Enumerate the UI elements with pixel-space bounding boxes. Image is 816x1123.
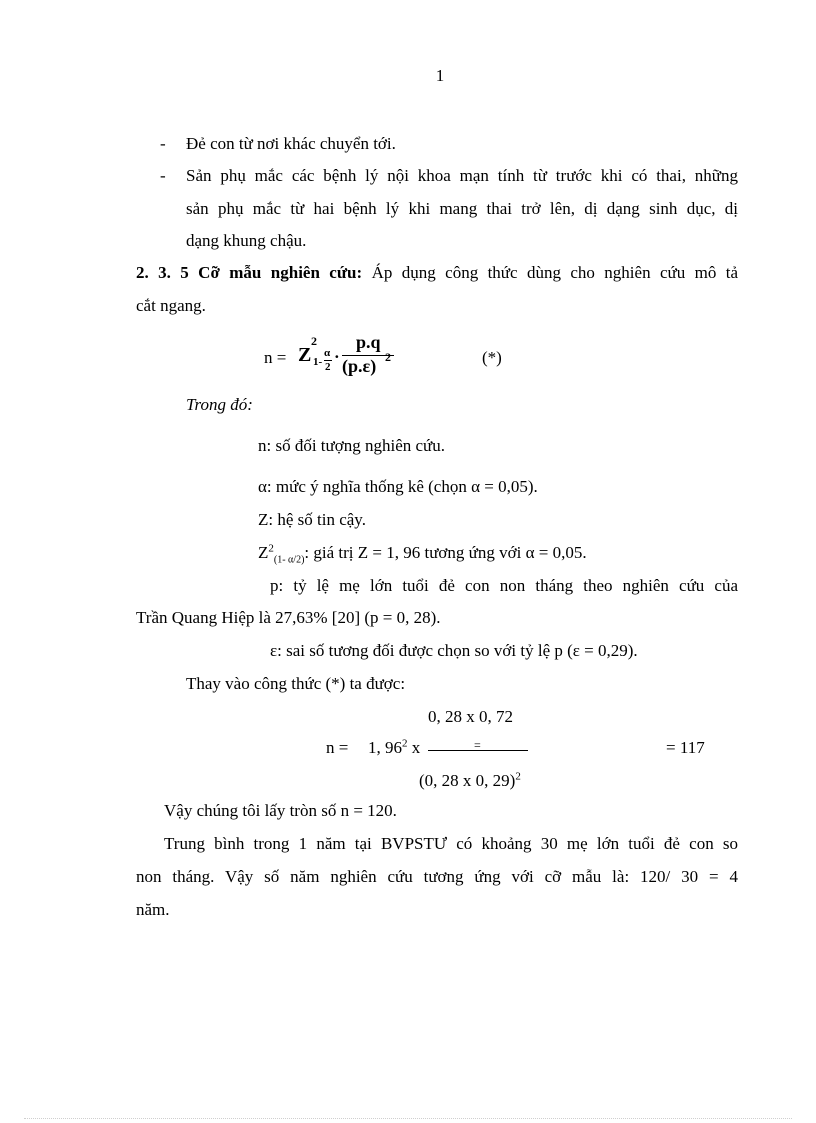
definition-epsilon: ε: sai số tương đối được chọn so với tỷ lệ p (ε = 0,29). <box>270 641 638 660</box>
calc-result: = 117 <box>666 738 705 757</box>
section-text: Áp dụng công thức dùng cho nghiên cứu mô tả <box>371 263 738 282</box>
final-paragraph-line: năm. <box>136 900 170 919</box>
calc-coef-sup: 2 <box>402 737 408 750</box>
bullet-dash: - <box>160 166 166 185</box>
final-paragraph-line: non tháng. Vậy số năm nghiên cứu tương ứng với cỡ mẫu là: 120/ 30 = 4 <box>136 867 738 886</box>
definition-n: n: số đối tượng nghiên cứu. <box>258 436 446 455</box>
substitute-text: Thay vào công thức (*) ta được: <box>186 674 406 693</box>
z2-sub: (1- α/2) <box>273 554 305 566</box>
round-text: Vậy chúng tôi lấy tròn số n = 120. <box>164 801 397 820</box>
text-line: Sản phụ mắc các bệnh lý nội khoa mạn tính từ trước khi có thai, những <box>186 166 738 185</box>
formula-z-sub: 1- <box>313 356 323 368</box>
calc-times: x <box>411 738 421 757</box>
z2-text: : giá trị Z = 1, 96 tương ứng với α = 0,05. <box>304 543 587 562</box>
calc-coef <box>368 738 420 758</box>
definition-p-cont: Trần Quang Hiệp là 27,63% [20] (p = 0, 28). <box>136 608 441 627</box>
definition-alpha: α: mức ý nghĩa thống kê (chọn α = 0,05). <box>258 477 538 496</box>
definition-p: p: tỷ lệ mẹ lớn tuổi đẻ con non tháng theo nghiên cứu của <box>270 576 738 595</box>
formula-alpha: α <box>324 347 331 359</box>
bullet-text: dạng khung chậu. <box>186 231 307 250</box>
section-text-cont: cắt ngang. <box>136 296 206 315</box>
formula-label: (*) <box>482 348 502 367</box>
formula-den-sup: 2 <box>385 350 391 364</box>
formula-z-sup: 2 <box>311 334 317 348</box>
final-paragraph-line: Trung bình trong 1 năm tại BVPSTƯ có khoảng 30 mẹ lớn tuổi đẻ con so <box>164 834 738 853</box>
calc-den-sup: 2 <box>515 770 521 783</box>
section-paragraph <box>136 263 738 283</box>
calc-denominator <box>419 771 521 791</box>
bullet-dash: - <box>160 134 166 153</box>
z2-base: Z <box>258 543 269 562</box>
formula-denominator: (p.ε) <box>342 356 377 376</box>
calc-coef-value: 1, 96 <box>368 738 402 757</box>
z2-sup: 2 <box>268 542 274 555</box>
formula-numerator: p.q <box>356 332 381 352</box>
definition-z2 <box>258 543 587 565</box>
formula-dot: · <box>334 347 340 366</box>
bullet-text <box>186 166 738 186</box>
formula-z: Z <box>298 344 312 366</box>
calc-fraction-mark: = <box>474 738 481 752</box>
calc-den-value: (0, 28 x 0, 29) <box>419 771 516 790</box>
page-number: 1 <box>435 66 445 85</box>
where-label: Trong đó: <box>186 395 253 414</box>
section-heading: 2. 3. 5 Cỡ mẫu nghiên cứu: <box>136 263 363 282</box>
page-bottom-border <box>24 1118 792 1119</box>
sample-size-formula <box>264 332 544 386</box>
formula-alpha-den: 2 <box>325 361 331 373</box>
formula-lhs: n = <box>264 348 287 367</box>
bullet-text: sản phụ mắc từ hai bệnh lý khi mang thai trở lên, dị dạng sinh dục, dị <box>186 199 738 218</box>
bullet-text: Đẻ con từ nơi khác chuyển tới. <box>186 134 396 153</box>
definition-z: Z: hệ số tin cậy. <box>258 510 366 529</box>
calc-lhs: n = <box>326 738 349 757</box>
calc-numerator: 0, 28 x 0, 72 <box>428 707 513 726</box>
